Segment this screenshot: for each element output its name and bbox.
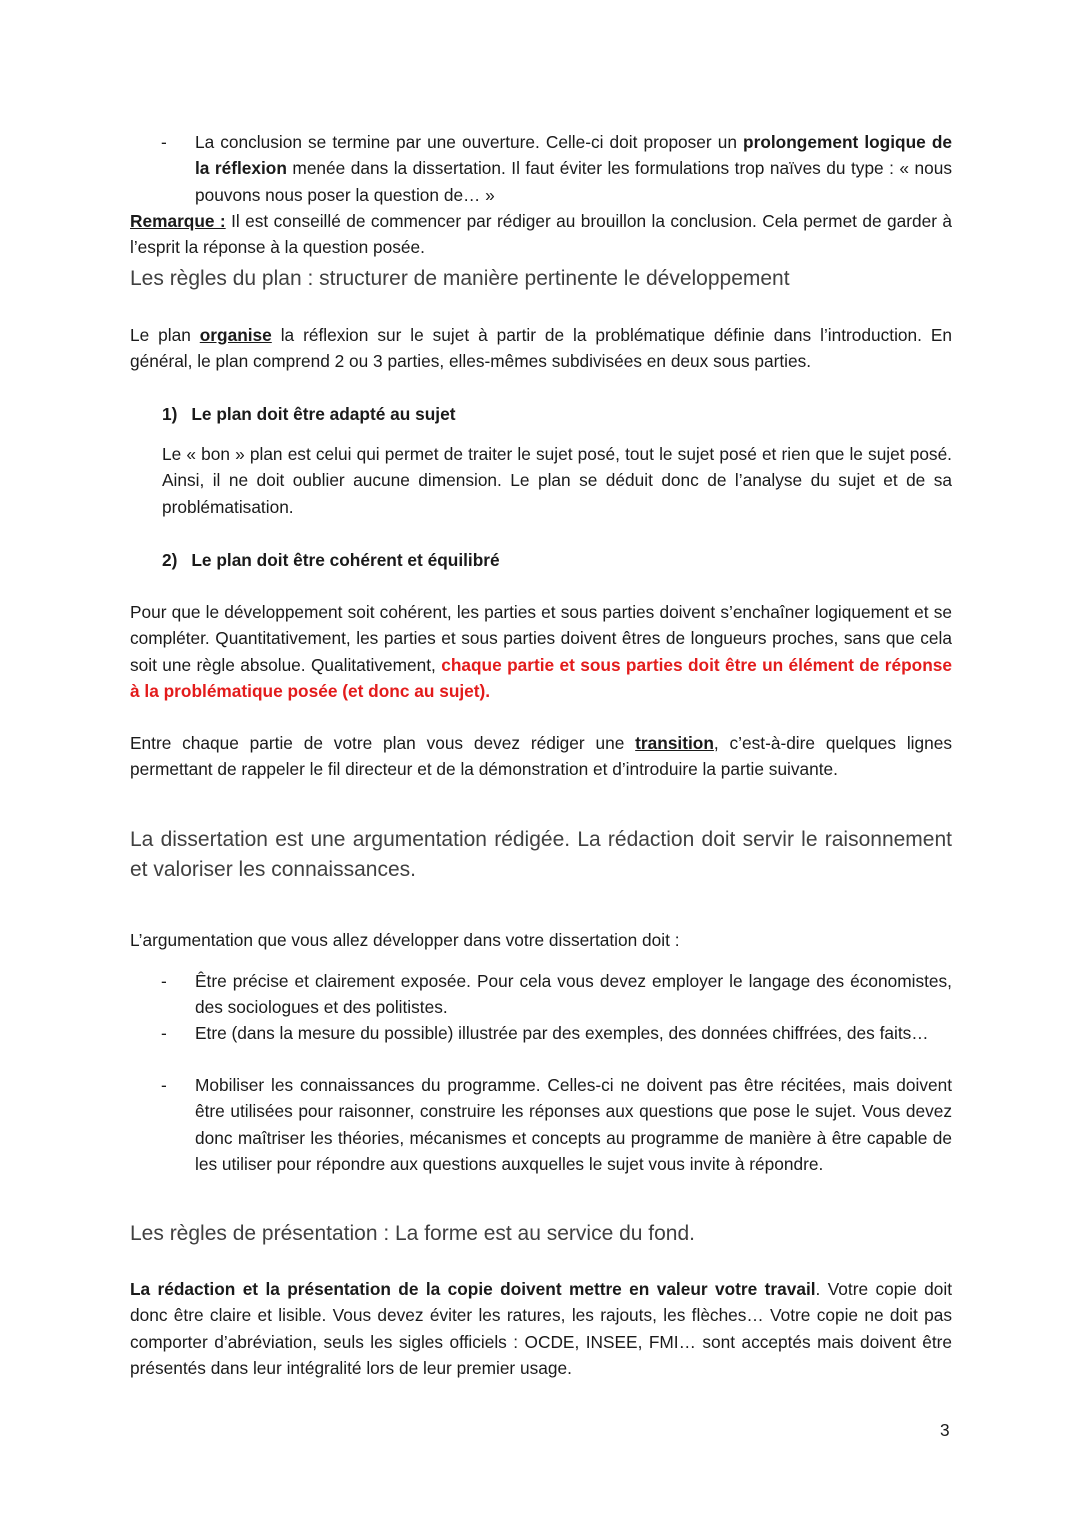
list-item: - Être précise et clairement exposée. Pour cela vous devez employer le langage des économistes, des sociologues et des politistes. [130, 968, 952, 1021]
plan-intro-paragraph: Le plan organise la réflexion sur le sujet à partir de la problématique définie dans l’introduction. En général, le plan comprend 2 ou 3 parties, elles-mêmes subdivisées en deux sous parties. [130, 325, 952, 372]
section-heading-argumentation: La dissertation est une argumentation rédigée. La rédaction doit servir le raisonnement et valoriser les connaissances. [130, 828, 952, 881]
emphasis-redaction: La rédaction et la présentation de la copie doivent mettre en valeur votre travail [130, 1279, 816, 1299]
list-item: - Mobiliser les connaissances du programme. Celles-ci ne doivent pas être récitées, mais doivent être utilisées pour raisonner, construire les réponses aux questions que pose le sujet. Vous devez donc maîtriser les théories, mécanismes et concepts au programme de manière à être capable de les utiliser pour répondre aux questions auxquelles le sujet vous invite à répondre. [130, 1072, 952, 1177]
argumentation-intro: L’argumentation que vous allez développer dans votre dissertation doit : [130, 930, 680, 950]
conclusion-bullet [130, 129, 952, 208]
transition-paragraph: Entre chaque partie de votre plan vous devez rédiger une transition, c’est-à-dire quelques lignes permettant de rappeler le fil directeur et de la démonstration et d’introduire la partie suivante. [130, 733, 952, 780]
conclusion-bullet-text: La conclusion se termine par une ouverture. Celle-ci doit proposer un prolongement logique de la réflexion menée dans la dissertation. Il faut éviter les formulations trop naïves du type : « nous pouvons nous poser la question de… » [195, 132, 952, 205]
bullet-dash: - [161, 1075, 167, 1095]
presentation-paragraph: La rédaction et la présentation de la copie doivent mettre en valeur votre travail. Votre copie doit donc être claire et lisible. Vous devez éviter les ratures, les rajouts, les flèches… Votre copie ne doit pas comporter d’abréviation, seuls les sigles officiels : OCDE, INSEE, FMI… sont acceptés mais doivent être présentés dans leur intégralité lors de leur premier usage. [130, 1279, 952, 1378]
emphasis-organise: organise [199, 325, 272, 345]
remarque-text: Il est conseillé de commencer par rédiger au brouillon la conclusion. Cela permet de garder à l’esprit la réponse à la question posée. [130, 211, 952, 258]
emphasis-transition: transition [635, 733, 714, 753]
bullet-dash: - [161, 1023, 167, 1043]
bullet-dash: - [161, 971, 167, 991]
emphasis-red: chaque partie et sous parties doit être un élément de réponse à la problématique posée (et donc au sujet). [130, 654, 952, 701]
section-heading-plan: Les règles du plan : structurer de manière pertinente le développement [130, 267, 790, 290]
point-2-heading: 2) Le plan doit être cohérent et équilibré [162, 550, 500, 570]
emphasis-prolongement: prolongement logique de la réflexion [195, 132, 952, 179]
page-number: 3 [940, 1420, 950, 1440]
section-heading-presentation: Les règles de présentation : La forme est au service du fond. [130, 1222, 696, 1245]
remarque-paragraph [130, 208, 952, 261]
remarque-label: Remarque : [130, 211, 226, 231]
point-2-paragraph: Pour que le développement soit cohérent, les parties et sous parties doivent s’enchaîner logiquement et se compléter. Quantitativement, les parties et sous parties doivent êtres de longueurs proches, sans que cela soit une règle absolue. Qualitativement, chaque partie et sous parties doit être un élément de réponse à la problématique posée (et donc au sujet). [130, 602, 952, 701]
list-item: - Etre (dans la mesure du possible) illustrée par des exemples, des données chiffrées, des faits… [130, 1020, 952, 1046]
point-1-text: Le « bon » plan est celui qui permet de traiter le sujet posé, tout le sujet posé et rien que le sujet posé. Ainsi, il ne doit oublier aucune dimension. Le plan se déduit donc de l’analyse du sujet et de sa problématisation. [162, 444, 952, 517]
point-1-heading: 1) Le plan doit être adapté au sujet [162, 404, 456, 424]
bullet-dash: - [161, 132, 167, 152]
